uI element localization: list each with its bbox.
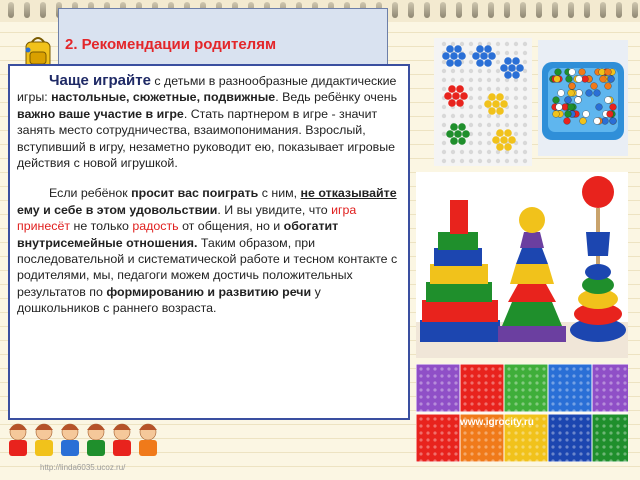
binding-ring xyxy=(616,2,622,18)
text-run: . Стать партнером в игре - значит занять место сотрудничества, взаимопонимания. Взрослый, вступивший в игру, незаметно руководит ею, показывает игровые действия с новой игрушкой. xyxy=(17,106,395,171)
title-box xyxy=(58,8,388,66)
text-run: от общения, но и xyxy=(178,219,284,234)
bead-bowl-photo xyxy=(538,40,628,156)
pyramid-toys-photo xyxy=(416,172,628,358)
footer-url: http://linda6035.ucoz.ru/ xyxy=(40,463,126,472)
binding-ring xyxy=(40,2,46,18)
binding-ring xyxy=(392,2,398,18)
bold-run: настольные, сюжетные, подвижные xyxy=(51,90,276,105)
binding-ring xyxy=(552,2,558,18)
bold-run: ему и себе в этом удовольствии xyxy=(17,202,218,217)
binding-ring xyxy=(488,2,494,18)
binding-ring xyxy=(632,2,638,18)
text-run: с детьми в разнообразные дидактические игры: xyxy=(17,74,397,105)
paragraph-play-often xyxy=(17,73,400,171)
binding-ring xyxy=(24,2,30,18)
lead-phrase: Чаще играйте xyxy=(49,72,151,89)
binding-ring xyxy=(600,2,606,18)
paragraph-child-asks xyxy=(17,185,400,316)
binding-ring xyxy=(536,2,542,18)
binding-ring xyxy=(456,2,462,18)
binding-ring xyxy=(408,2,414,18)
text-run: у дошкольников с раннего возраста. xyxy=(17,284,321,316)
red-run: радость xyxy=(132,219,179,234)
text-run: Таким образом, при последовательной и систематической работе и тесном контакте с родителями, мы, педагоги можем достичь положительных результатов по xyxy=(17,235,398,299)
bold-run: просит вас поиграть xyxy=(131,186,259,201)
recommendation-text-box xyxy=(8,64,410,420)
bold-run: важно ваше участие в игре xyxy=(17,106,184,121)
bold-run: формированию и развитию речи xyxy=(106,284,312,299)
binding-ring xyxy=(520,2,526,18)
text-run: не только xyxy=(70,219,133,234)
text-run: с ним, xyxy=(258,186,301,201)
text-run: . Ведь ребёнку очень xyxy=(275,90,398,105)
bold-run: обогатит внутрисемейные отношения. xyxy=(17,219,339,250)
binding-ring xyxy=(440,2,446,18)
page-title: 2. Рекомендации родителям xyxy=(65,36,277,53)
binding-ring xyxy=(8,2,14,18)
text-run: . И вы увидите, что xyxy=(217,202,332,217)
text-run: Если ребёнок xyxy=(49,186,132,201)
binding-ring xyxy=(472,2,478,18)
binding-ring xyxy=(424,2,430,18)
sensory-mats-photo xyxy=(416,364,628,462)
mosaic-photo xyxy=(434,38,532,166)
red-run: игра принесёт xyxy=(17,202,357,234)
binding-ring xyxy=(584,2,590,18)
photo-watermark: www.igrocity.ru xyxy=(460,417,534,428)
kids-border-illustration xyxy=(8,420,178,456)
underlined-run: не отказывайте xyxy=(300,186,397,201)
binding-ring xyxy=(504,2,510,18)
binding-ring xyxy=(568,2,574,18)
